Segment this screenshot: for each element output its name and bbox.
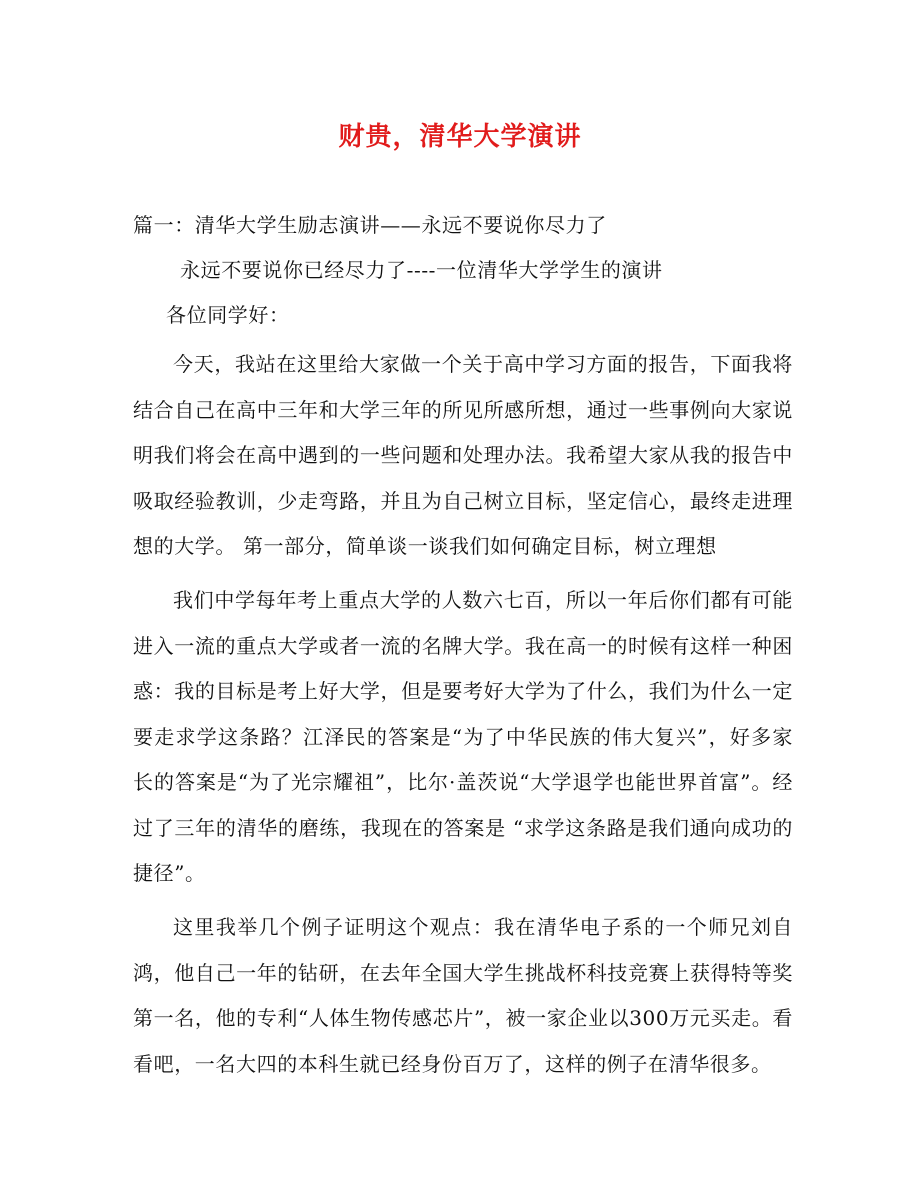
paragraph-goals: 我们中学每年考上重点大学的人数六七百，所以一年后你们都有可能进入一流的重点大学或者一流的名牌大学。我在高一的时候有这样一种困惑：我的目标是考上好大学，但是要考好大学为了什么，我们为什么一定要走求学这条路？江泽民的答案是“为了中华民族的伟大复兴”，好多家长的答案是“为了光宗耀祖”，比尔·盖茨说“大学退学也能世界首富”。经过了三年的清华的磨练，我现在的答案是 “求学这条路是我们通向成功的捷径”。: [133, 588, 793, 885]
section-heading: 篇一：清华大学生励志演讲——永远不要说你尽力了: [133, 213, 607, 237]
page-title: 财贵，清华大学演讲: [338, 122, 582, 152]
paragraph-intro: 今天，我站在这里给大家做一个关于高中学习方面的报告，下面我将结合自己在高中三年和大学三年的所见所感所想，通过一些事例向大家说明我们将会在高中遇到的一些问题和处理办法。我希望大家从我的报告中吸取经验教训，少走弯路，并且为自己树立目标，坚定信心，最终走进理想的大学。 第一部分，简单谈一谈我们如何确定目标，树立理想: [133, 352, 793, 558]
speech-subtitle: 永远不要说你已经尽力了----一位清华大学学生的演讲: [180, 258, 663, 282]
paragraph-example: 这里我举几个例子证明这个观点：我在清华电子系的一个师兄刘自鸿，他自己一年的钻研，在去年全国大学生挑战杯科技竞赛上获得特等奖第一名，他的专利“人体生物传感芯片”，被一家企业以300万元买走。看看吧，一名大四的本科生就已经身份百万了，这样的例子在清华很多。: [133, 915, 793, 1076]
greeting-text: 各位同学好：: [166, 303, 290, 327]
